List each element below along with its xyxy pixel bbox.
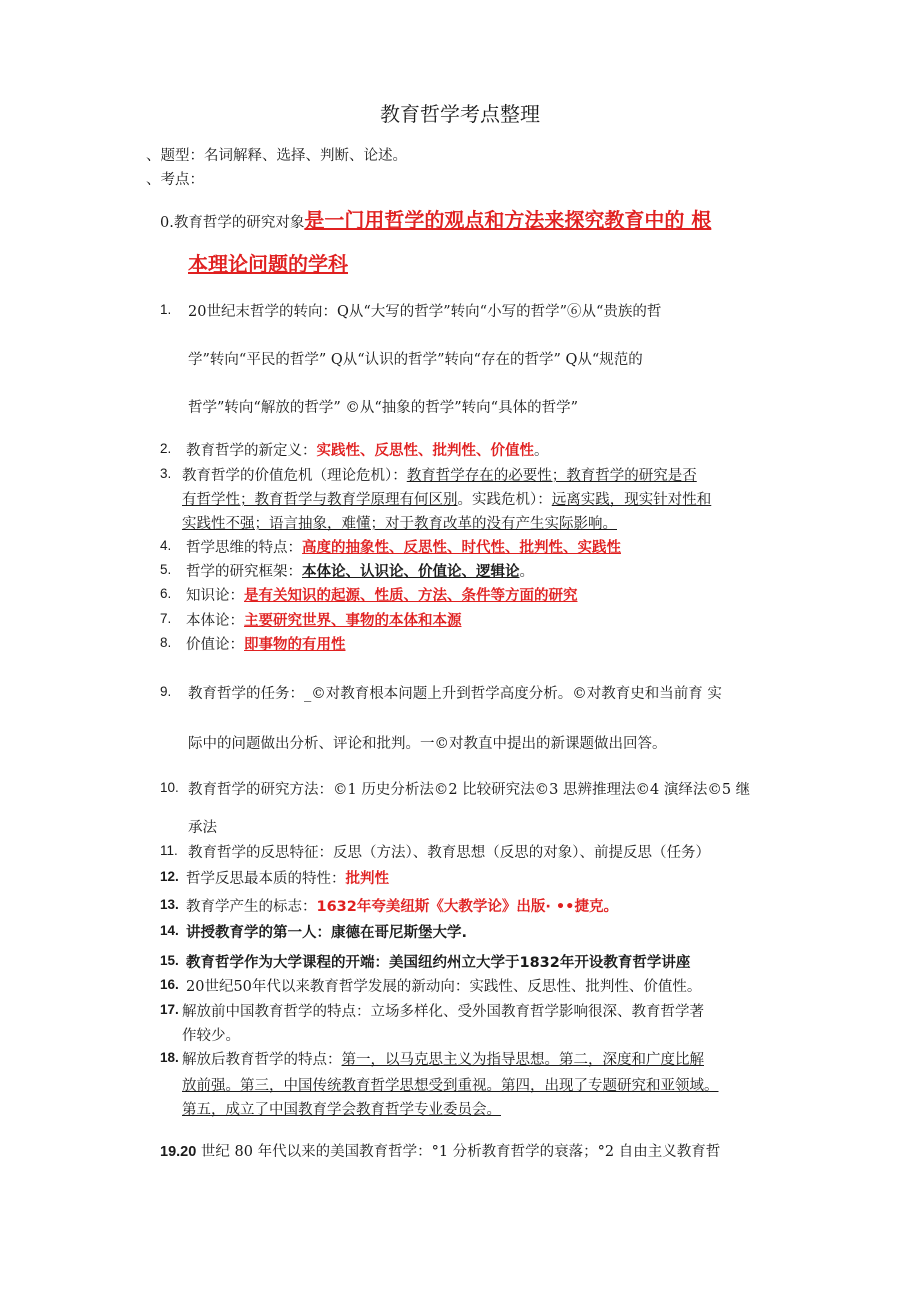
item-3-underlined-2: 有哲学性；教育哲学与教育学原理有何区别 xyxy=(182,492,458,508)
question-types: 、题型：名词解释、选择、判断、论述。 xyxy=(146,148,407,164)
item-10-line1: 教育哲学的研究方法：©1 历史分析法©2 比较研究法©3 思辨推理法©4 演绎法©5 继 xyxy=(188,782,751,798)
item-5-label: 哲学的研究框架： xyxy=(186,564,302,580)
item-19-number: 19.20 xyxy=(160,1144,197,1160)
item-8-label: 价值论： xyxy=(186,637,244,653)
item-4 xyxy=(186,536,621,557)
item-18-line1 xyxy=(182,1048,704,1069)
item-4-label: 哲学思维的特点： xyxy=(186,540,302,556)
item-3-label: 教育哲学的价值危机（理论危机）： xyxy=(182,468,407,484)
item-19 xyxy=(160,1140,720,1161)
item-17-line2: 作较少。 xyxy=(182,1028,240,1044)
item-4-keywords: 高度的抽象性、反思性、时代性、批判性、实践性 xyxy=(302,540,621,556)
item-9-line2: 际中的问题做出分析、评论和批判。一©对教直中提出的新课题做出回答。 xyxy=(188,736,667,752)
item-11-text: 教育哲学的反思特征：反思（方法）、教育思想（反思的对象）、前提反思（任务） xyxy=(188,845,710,861)
item-17-number: 17. xyxy=(160,1002,179,1017)
item-18-line3: 第五，成立了中国教育学会教育哲学专业委员会。 xyxy=(182,1102,501,1118)
item-15-text: 教育哲学作为大学课程的开端：美国纽约州立大学于1832年开设教育哲学讲座 xyxy=(186,955,691,971)
item-2-label: 教育哲学的新定义： xyxy=(186,443,317,459)
item-8 xyxy=(186,633,346,654)
item-13-label: 教育学产生的标志： xyxy=(186,899,317,915)
item-2-end: 。 xyxy=(534,443,549,459)
item-3-practice-label: 。实践危机）： xyxy=(457,492,552,508)
item-18-number: 18. xyxy=(160,1050,179,1065)
item-9-number: 9. xyxy=(160,684,172,699)
item-6-definition: 是有关知识的起源、性质、方法、条件等方面的研究 xyxy=(244,588,578,604)
item-13-answer: 1632年夸美纽斯《大教学论》出版· ••捷克。 xyxy=(316,899,618,915)
item-12-keyword: 批判性 xyxy=(345,871,389,887)
item-13-number: 13. xyxy=(160,897,179,912)
item-5-number: 5. xyxy=(160,562,172,577)
page-title: 教育哲学考点整理 xyxy=(380,102,540,126)
item-18-line2: 放前强。第三，中国传统教育哲学思想受到重视。第四，出现了专题研究和亚领域。 xyxy=(182,1078,719,1094)
item-12-number: 12. xyxy=(160,869,179,884)
item-8-number: 8. xyxy=(160,635,172,650)
item-3-line3: 实践性不强；语言抽象，难懂；对于教育改革的没有产生实际影响。 xyxy=(182,516,617,532)
item-19-text: 世纪 80 年代以来的美国教育哲学：°1 分析教育哲学的衰落；°2 自由主义教育哲 xyxy=(196,1144,721,1160)
item-1-line1: 20世纪末哲学的转向：Q从“大写的哲学”转向“小写的哲学”⑥从“贵族的哲 xyxy=(188,304,662,320)
item-0-definition-line2: 本理论问题的学科 xyxy=(188,252,348,276)
item-6 xyxy=(186,584,578,605)
item-3-line1 xyxy=(182,464,697,485)
item-6-number: 6. xyxy=(160,586,172,601)
item-12-label: 哲学反思最本质的特性： xyxy=(186,871,346,887)
item-2-keywords: 实践性、反思性、批判性、价值性 xyxy=(316,443,534,459)
item-18-label: 解放后教育哲学的特点： xyxy=(182,1052,342,1068)
item-6-label: 知识论： xyxy=(186,588,244,604)
item-7-number: 7. xyxy=(160,611,172,626)
item-15-number: 15. xyxy=(160,953,179,968)
item-13 xyxy=(186,895,618,916)
item-0 xyxy=(160,204,711,233)
item-12 xyxy=(186,867,389,888)
item-3-line2 xyxy=(182,488,711,509)
item-5 xyxy=(186,560,534,581)
item-10-number: 10. xyxy=(160,780,179,795)
item-5-keywords: 本体论、认识论、价值论、逻辑论 xyxy=(302,564,520,580)
item-0-label: 0.教育哲学的研究对象 xyxy=(160,215,305,231)
item-7-label: 本体论： xyxy=(186,613,244,629)
item-5-end: 。 xyxy=(519,564,534,580)
exam-points-label: 、考点： xyxy=(146,172,204,188)
item-14-number: 14. xyxy=(160,923,179,938)
item-7-definition: 主要研究世界、事物的本体和本源 xyxy=(244,613,462,629)
item-1-number: 1. xyxy=(160,302,172,317)
item-3-number: 3. xyxy=(160,466,172,481)
item-17-line1: 解放前中国教育哲学的特点：立场多样化、受外国教育哲学影响很深、教育哲学著 xyxy=(182,1004,704,1020)
item-10-line2: 承法 xyxy=(188,820,217,836)
item-16-number: 16. xyxy=(160,977,179,992)
item-11-number: 11. xyxy=(160,843,178,858)
item-4-number: 4. xyxy=(160,538,172,553)
item-1-line3: 哲学”转向“解放的哲学” ©从“抽象的哲学”转向“具体的哲学” xyxy=(188,400,578,416)
item-3-underlined-1: 教育哲学存在的必要性；教育哲学的研究是否 xyxy=(406,468,697,484)
item-16-text: 20世纪50年代以来教育哲学发展的新动向：实践性、反思性、批判性、价值性。 xyxy=(186,979,702,995)
item-2 xyxy=(186,439,549,460)
item-3-underlined-3: 远离实践，现实针对性和 xyxy=(551,492,712,508)
item-18-underlined-1: 第一，以马克思主义为指导思想。第二，深度和广度比解 xyxy=(341,1052,704,1068)
item-1-line2: 学”转向“平民的哲学” Q从“认识的哲学”转向“存在的哲学” Q从“规范的 xyxy=(188,352,643,368)
item-14-text: 讲授教育学的第一人：康德在哥尼斯堡大学. xyxy=(186,925,468,941)
item-7 xyxy=(186,609,462,630)
item-9-line1: 教育哲学的任务：_©对教育根本问题上升到哲学高度分析。©对教育史和当前育 实 xyxy=(188,686,722,702)
item-0-definition-line1: 是一门用哲学的观点和方法来探究教育中的 根 xyxy=(304,208,712,232)
item-8-definition: 即事物的有用性 xyxy=(244,637,346,653)
item-2-number: 2. xyxy=(160,441,172,456)
